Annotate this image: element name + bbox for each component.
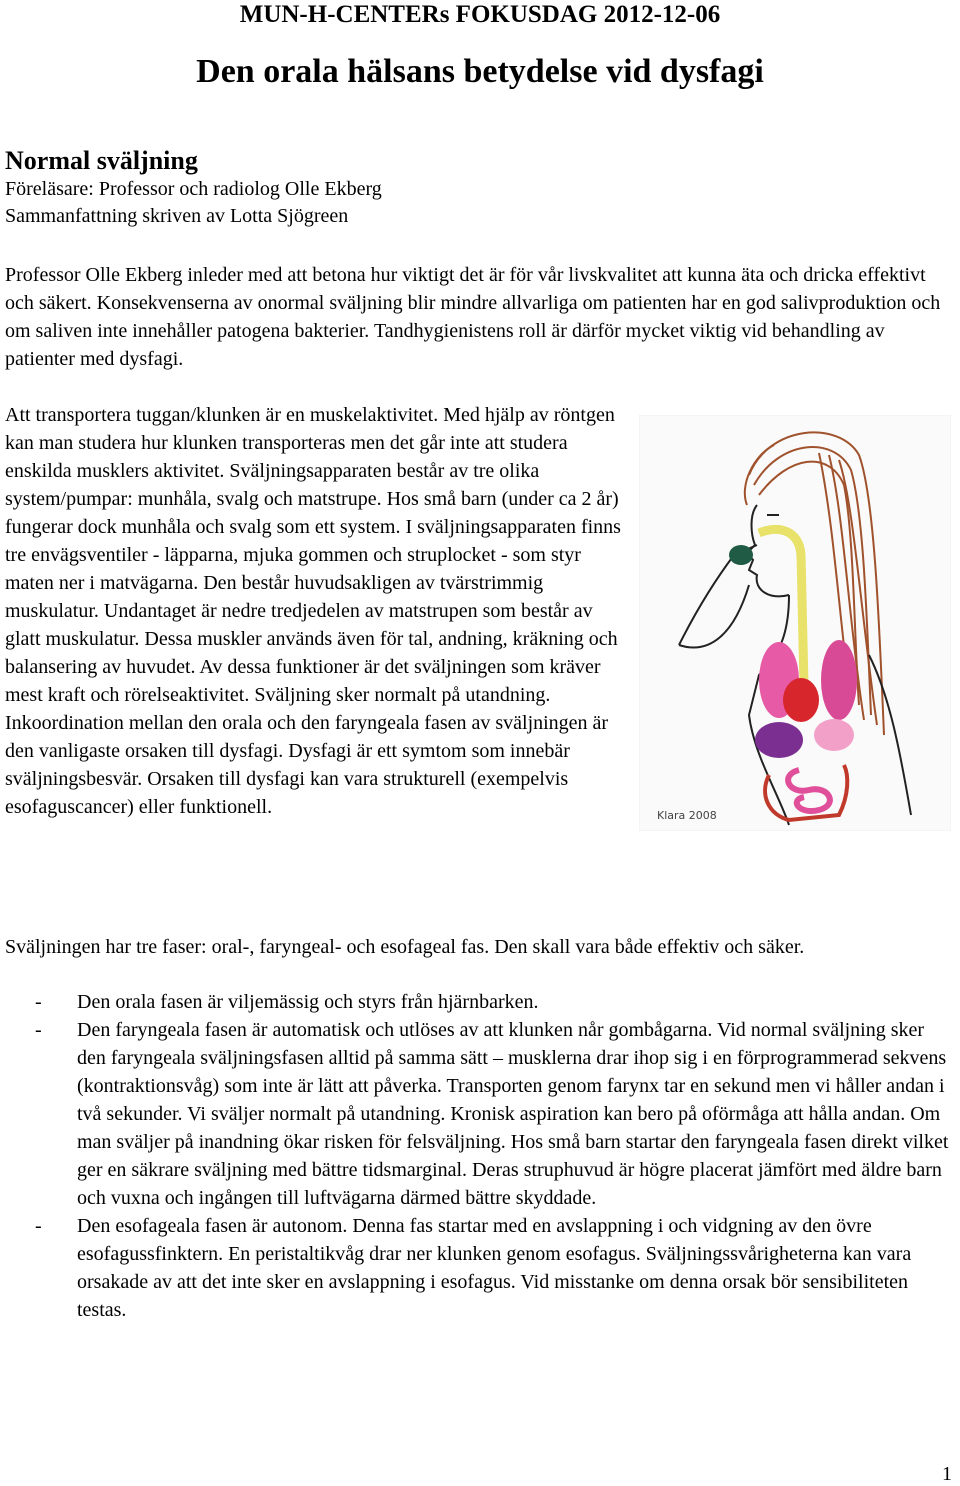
intro-paragraph: Professor Olle Ekberg inleder med att betona hur viktigt det är för vår livskvalitet att kunna äta och dricka effektivt och säkert. Konsekvenserna av onormal sväljning blir mindre allvarliga om patienten har en god salivproduktion och om saliven inte innehåller patogena bakterier. Tandhygienistens roll är därför mycket viktig vid behandling av patienter med dysfagi. — [5, 264, 941, 370]
child-drawing-swallowing-anatomy — [639, 415, 951, 831]
list-item — [5, 1016, 955, 1212]
document-header: MUN-H-CENTERs FOKUSDAG 2012-12-06 — [239, 1, 721, 28]
body-paragraph: Att transportera tuggan/klunken är en muskelaktivitet. Med hjälp av röntgen kan man studera hur klunken transporteras men det går inte att studera enskilda musklers aktivitet. Sväljningsapparaten består av tre olika system/pumpar: munhåla, svalg och matstrupe. Hos små barn (under ca 2 år) fungerar dock munhåla och svalg som ett system. I sväljningsapparaten finns tre envägsventiler - läpparna, mjuka gommen och struplocket - som styr maten ner i matvägarna. Den består huvudsakligen av tvärstrimmig muskulatur. Undantaget är nedre tredjedelen av matstrupen som består av glatt muskulatur. Dessa muskler används även för tal, andning, kräkning och balansering av huvudet. Av dessa funktioner är det sväljningen som kräver mest kraft och rörelseaktivitet. Sväljning sker normalt på utandning. Inkoordination mellan den orala och den faryngeala fasen av sväljningen är den vanligaste orsaken till dysfagi. Dysfagi är ett symtom som innebär sväljningsbesvär. Orsaken till dysfagi kan vara strukturell (exempelvis esofaguscancer) eller funktionell. — [5, 404, 621, 818]
drawing-signature: Klara 2008 — [657, 809, 717, 822]
summary-author-line: Sammanfattning skriven av Lotta Sjögreen — [5, 205, 349, 227]
list-marker: - — [35, 1019, 42, 1041]
list-marker: - — [35, 991, 42, 1013]
list-item — [5, 988, 955, 1016]
page-number: 1 — [942, 1463, 952, 1485]
lecturer-line: Föreläsare: Professor och radiolog Olle Ekberg — [5, 178, 382, 200]
phase-esophageal: Den esofageala fasen är autonom. Denna fas startar med en avslappning i och vidgning av den övre esofagussfinktern. En peristaltikvåg drar ner klunken genom esofagus. Sväljningssvårigheterna kan vara orsakade av att det inte sker en avslappning i esofagus. Vid misstanke om denna orsak bör sensibiliteten testas. — [77, 1215, 912, 1321]
document-title: Den orala hälsans betydelse vid dysfagi — [196, 53, 764, 90]
phase-oral: Den orala fasen är viljemässig och styrs från hjärnbarken. — [77, 991, 539, 1013]
phases-list — [5, 988, 955, 1324]
section-title: Normal sväljning — [5, 146, 198, 175]
phase-pharyngeal: Den faryngeala fasen är automatisk och utlöses av att klunken når gombågarna. Vid normal sväljning sker den faryngeala sväljningsfasen alltid på samma sätt – musklerna drar ihop sig i en förprogrammerad sekvens (kontraktionsvåg) som inte är lätt att påverka. Transporten genom farynx tar en sekund men vi håller andan i två sekunder. Vi sväljer normalt på utandning. Kronisk aspiration kan bero på oförmåga att hålla andan. Om man sväljer på inandning ökar risken för felsväljning. Hos små barn startar den faryngeala fasen direkt vilket ger en säkrare sväljning med bättre tidsmarginal. Deras struphuvud är högre placerat jämfört med äldre barn och vuxna och ingången till luftvägarna därmed bättre skyddade. — [77, 1019, 949, 1209]
phases-intro: Sväljningen har tre faser: oral-, faryngeal- och esofageal fas. Den skall vara både effektiv och säker. — [5, 936, 805, 958]
list-item — [5, 1212, 955, 1324]
body-section — [5, 401, 955, 831]
list-marker: - — [35, 1215, 42, 1237]
